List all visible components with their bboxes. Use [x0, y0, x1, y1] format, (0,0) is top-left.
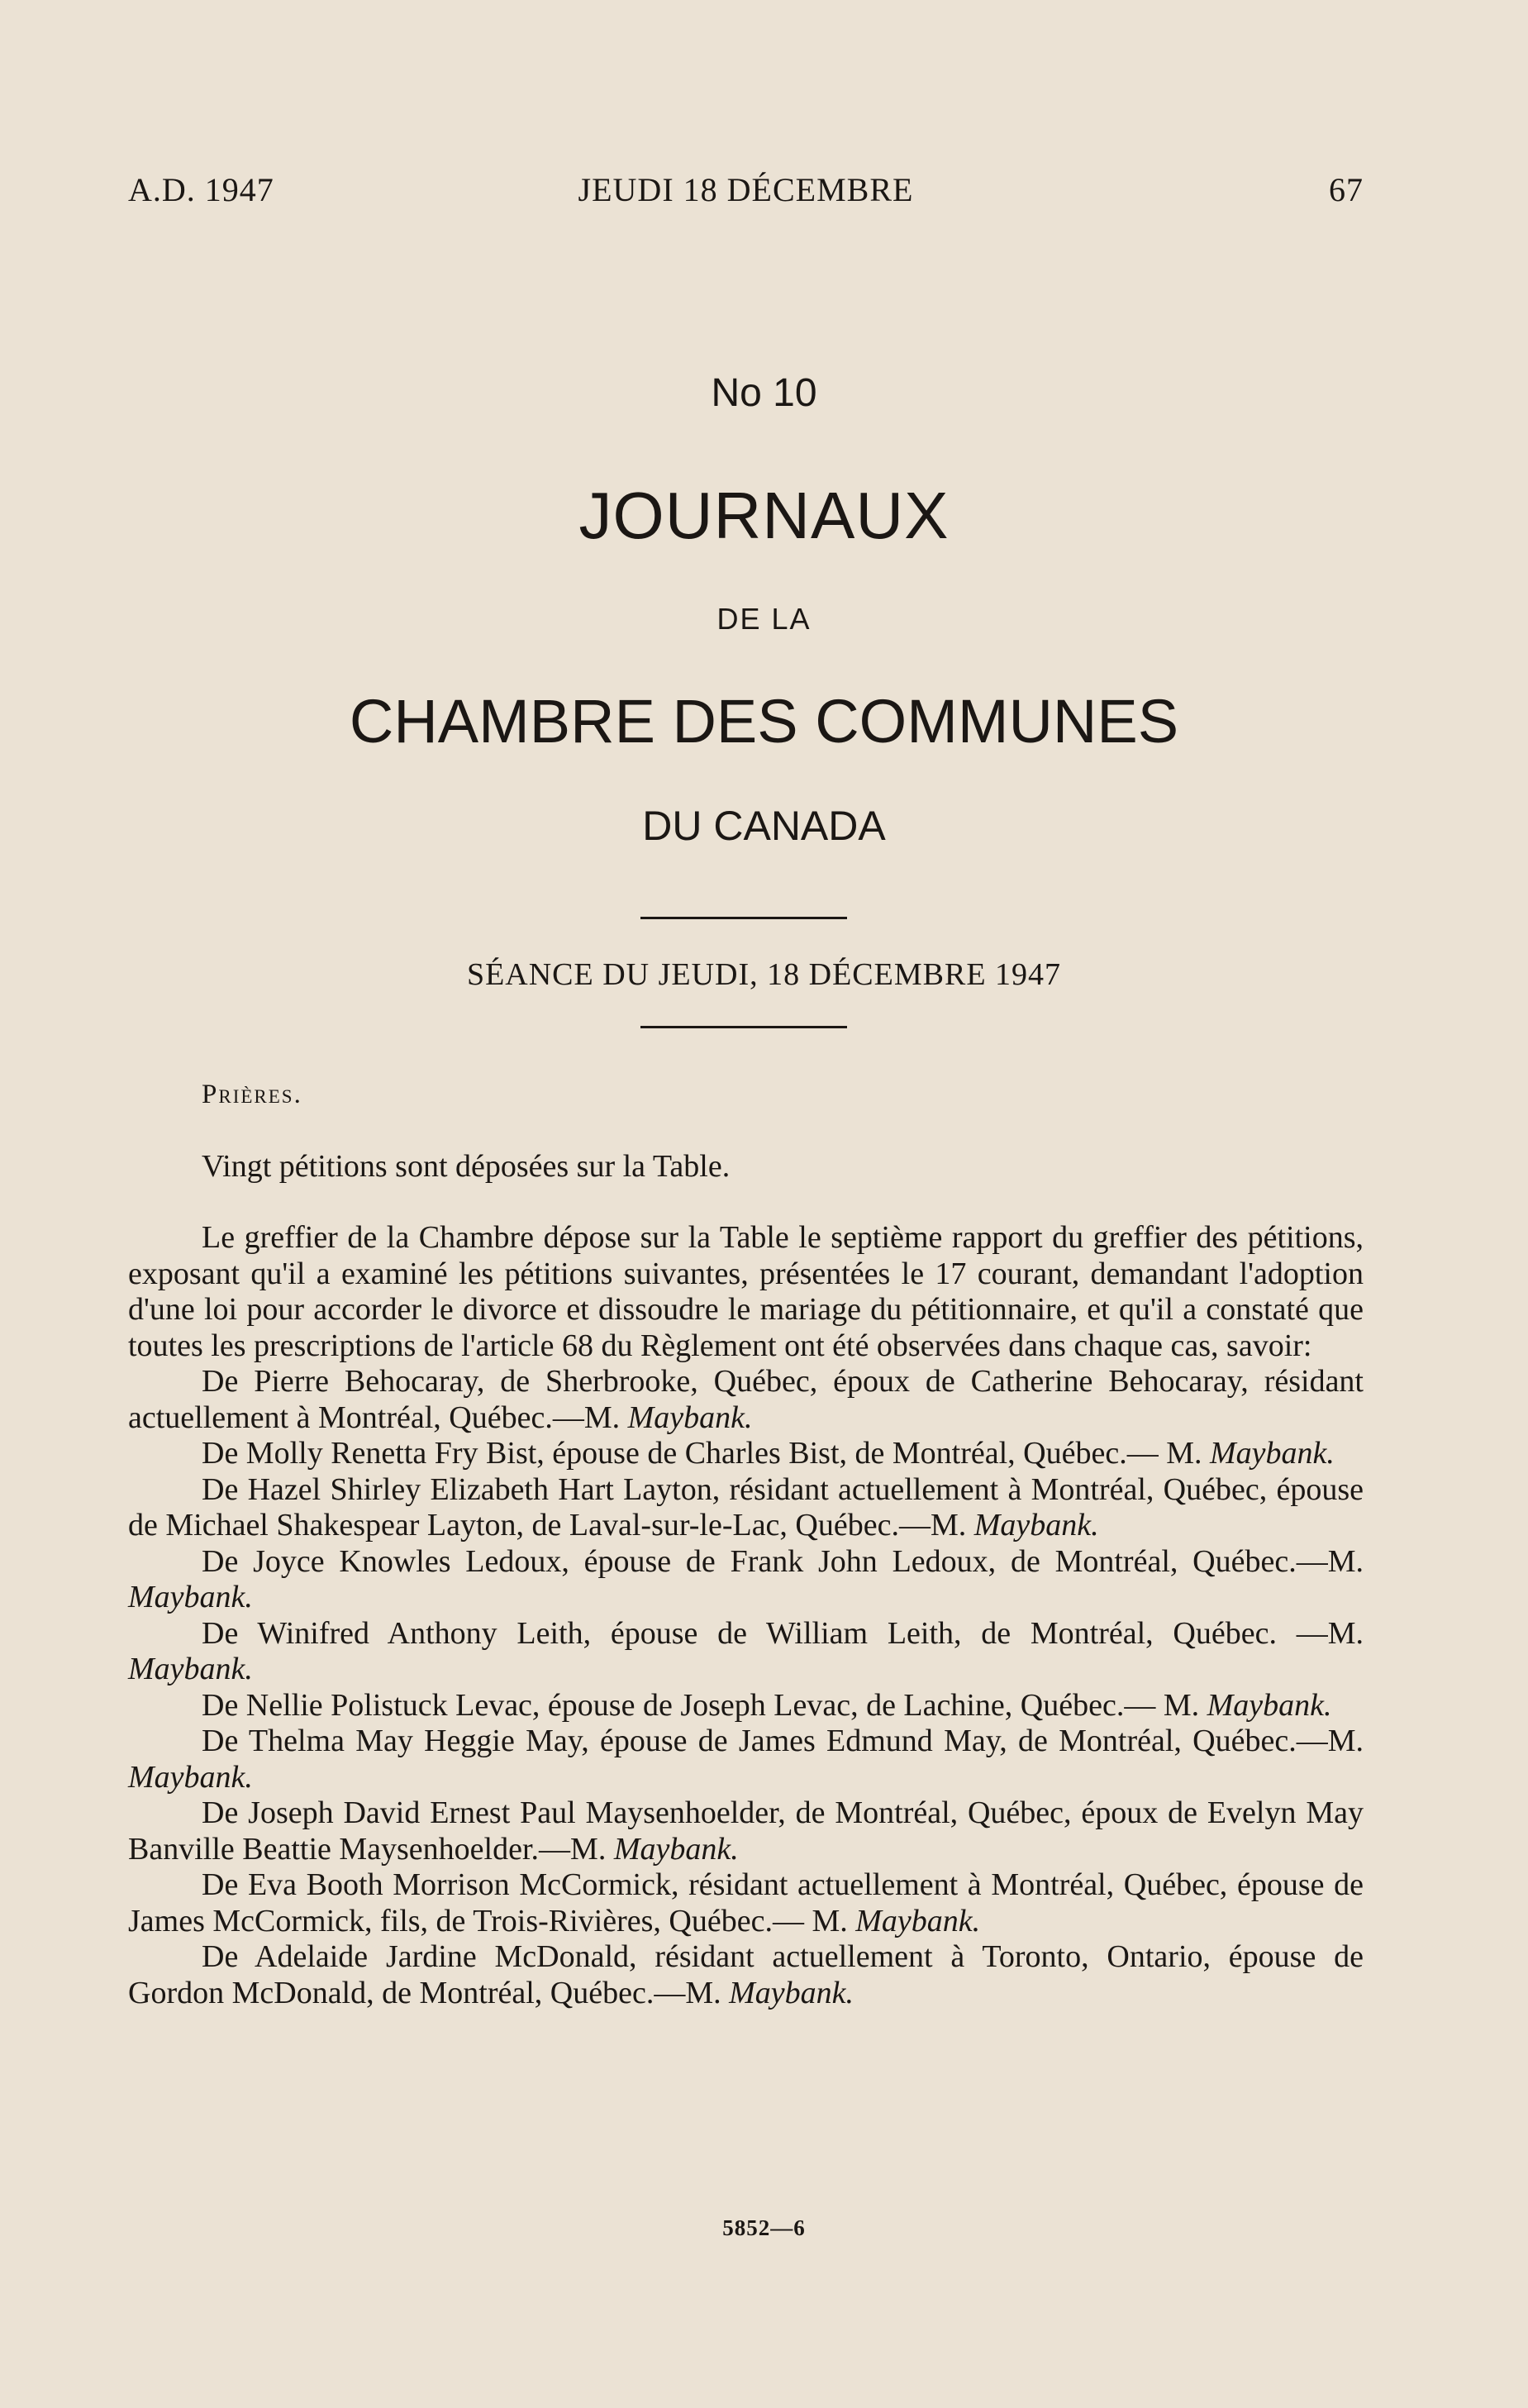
petition-item: De Joyce Knowles Ledoux, épouse de Frank John Ledoux, de Montréal, Québec.—M. Maybank.: [128, 1543, 1364, 1614]
running-head: [128, 170, 1364, 213]
petition-item: De Pierre Behocaray, de Sherbrooke, Québec, époux de Catherine Behocaray, résidant actuellement à Montréal, Québec.—M. Maybank.: [128, 1364, 1364, 1435]
divider-rule-bottom: [640, 1026, 847, 1028]
petitions-tabled-paragraph: [128, 1149, 1364, 1185]
journal-title: JOURNAUX: [578, 479, 950, 552]
issue-number: No 10: [711, 371, 817, 415]
petition-item: De Joseph David Ernest Paul Maysenhoelder, de Montréal, Québec, époux de Evelyn May Banville Beattie Maysenhoelder.—M. Maybank.: [128, 1795, 1364, 1867]
petition-item: De Winifred Anthony Leith, épouse de William Leith, de Montréal, Québec. —M. Maybank.: [128, 1615, 1364, 1686]
petition-item: De Hazel Shirley Elizabeth Hart Layton, résidant actuellement à Montréal, Québec, épouse de Michael Shakespear Layton, de Laval-sur-le-Lac, Québec.—M. Maybank.: [128, 1471, 1364, 1543]
running-head-year: A.D. 1947: [128, 171, 274, 208]
petition-item: De Molly Renetta Fry Bist, épouse de Charles Bist, de Montréal, Québec.— M. Maybank.: [202, 1436, 1335, 1471]
clerk-report-paragraph: Le greffier de la Chambre dépose sur la Table le septième rapport du greffier des pétitions, exposant qu'il a examiné les pétitions suivantes, présentées le 17 courant, demandant l'adoption d'une loi pour accorder le divorce et dissoudre le mariage du pétitionnaire, et qu'il a constaté que toutes les prescriptions de l'article 68 du Règlement ont été observées dans chaque cas, savoir:: [128, 1220, 1364, 1363]
prayers-heading: Prières.: [202, 1080, 302, 1109]
petition-item: De Thelma May Heggie May, épouse de James Edmund May, de Montréal, Québec.—M. Maybank.: [128, 1724, 1364, 1795]
printer-signature: 5852—6: [722, 2215, 806, 2240]
petition-item: De Adelaide Jardine McDonald, résidant actuellement à Toronto, Ontario, épouse de Gordon McDonald, de Montréal, Québec.—M. Maybank.: [128, 1939, 1364, 2010]
clerk-report-section: [128, 1220, 1364, 2011]
journal-subtitle-de-la: DE LA: [716, 602, 812, 636]
petitions-tabled-text: Vingt pétitions sont déposées sur la Table.: [202, 1149, 731, 1184]
page-number: 67: [1329, 171, 1364, 208]
divider-rule-top: [640, 917, 847, 919]
divorce-petitions-list: [128, 1364, 1364, 2011]
running-head-date: JEUDI 18 DÉCEMBRE: [578, 171, 914, 208]
chamber-title: CHAMBRE DES COMMUNES: [349, 687, 1179, 756]
petition-item: De Eva Booth Morrison McCormick, résidant actuellement à Montréal, Québec, épouse de James McCormick, fils, de Trois-Rivières, Québec.— M. Maybank.: [128, 1867, 1364, 1938]
petition-item: De Nellie Polistuck Levac, épouse de Joseph Levac, de Lachine, Québec.— M. Maybank.: [202, 1687, 1332, 1723]
sitting-heading: SÉANCE DU JEUDI, 18 DÉCEMBRE 1947: [466, 957, 1062, 992]
country-title: DU CANADA: [642, 803, 886, 849]
